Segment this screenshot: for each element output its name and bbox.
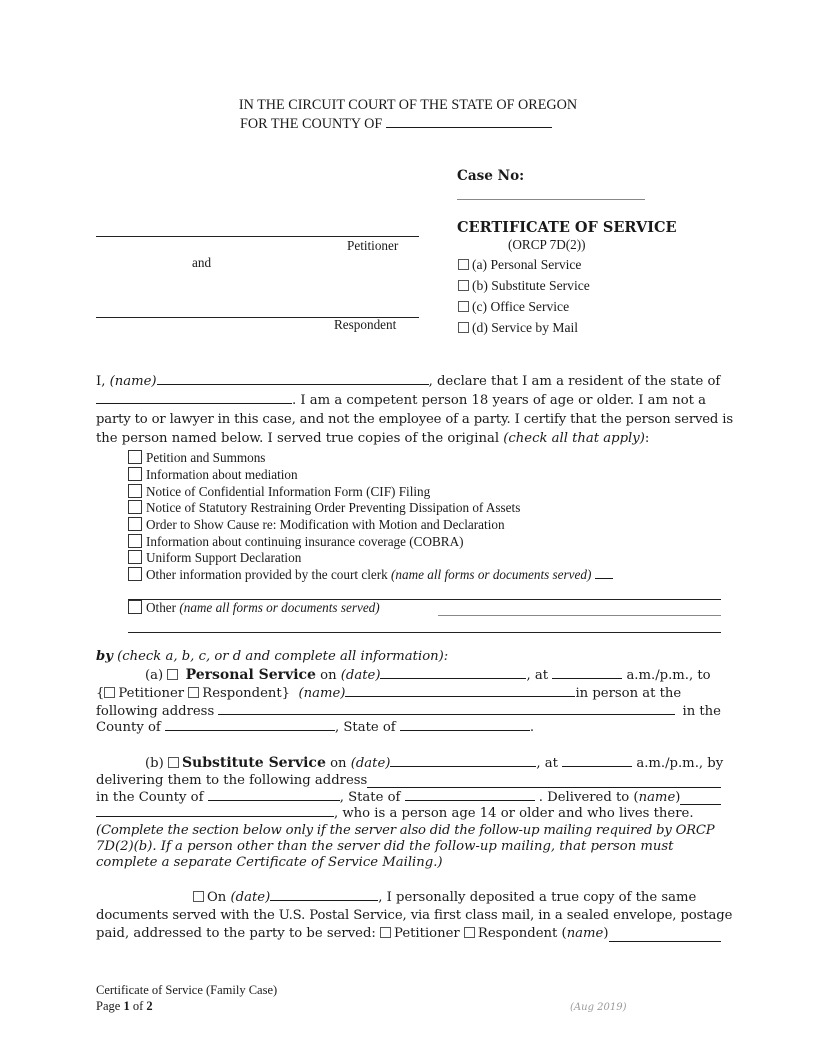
by-instruction: [96, 649, 721, 664]
text: on: [320, 668, 337, 683]
respondent-checkbox[interactable]: [188, 687, 199, 698]
substitute-service-address-field[interactable]: [367, 786, 721, 788]
mailing-date-field[interactable]: [270, 899, 378, 901]
text: Petitioner: [118, 686, 185, 701]
text: Respondent (: [477, 926, 567, 941]
text: , I personally deposited a true copy of the same: [378, 890, 697, 905]
text: Page: [96, 999, 121, 1013]
document-option-other[interactable]: [128, 600, 380, 616]
case-no-label: Case No:: [457, 168, 525, 184]
county-field[interactable]: [386, 126, 552, 128]
personal-service-checkbox[interactable]: [167, 669, 178, 680]
text: Respondent}: [202, 686, 291, 701]
personal-service-line-4: [96, 720, 721, 735]
document-option[interactable]: [128, 500, 520, 516]
document-hint: (name all forms or documents served): [391, 567, 592, 582]
date-hint: (date): [340, 668, 381, 683]
checkbox-icon[interactable]: [128, 534, 142, 548]
service-type-label: (b) Substitute Service: [472, 278, 590, 293]
follow-up-note-line-1: (Complete the section below only if the server also did the follow-up mailing required by ORCP: [96, 823, 715, 838]
by-label: by: [96, 649, 113, 664]
text: , declare that I am a resident of the state of: [428, 374, 721, 389]
personal-service-county-field[interactable]: [165, 729, 335, 731]
substitute-service-title: Substitute Service: [181, 755, 326, 771]
name-hint: name: [566, 926, 604, 941]
personal-service-line-3: [96, 704, 721, 719]
document-hint: (name all forms or documents served): [179, 600, 380, 615]
form-title: CERTIFICATE OF SERVICE: [457, 219, 677, 236]
personal-service-state-field[interactable]: [400, 729, 530, 731]
document-label: Notice of Statutory Restraining Order Preventing Dissipation of Assets: [146, 500, 521, 515]
other-clerk-field-start[interactable]: [595, 577, 613, 579]
checkbox-icon[interactable]: [128, 467, 142, 481]
court-title-line2: [240, 116, 552, 133]
name-hint: name: [638, 790, 676, 805]
by-hint: (check a, b, c, or d and complete all information):: [117, 649, 449, 664]
county-label: FOR THE COUNTY OF: [240, 116, 383, 132]
personal-service-line-2: [96, 686, 721, 701]
and-label: and: [192, 255, 212, 270]
document-option[interactable]: [128, 534, 464, 550]
checkbox-icon[interactable]: [128, 500, 142, 514]
delivered-to-field[interactable]: [96, 815, 334, 817]
document-label: Order to Show Cause re: Modification with Motion and Declaration: [146, 517, 505, 532]
text: :: [644, 431, 650, 446]
text: paid, addressed to the party to be served:: [96, 926, 376, 941]
mailing-respondent-checkbox[interactable]: [464, 927, 475, 938]
document-label: Uniform Support Declaration: [146, 550, 302, 565]
petitioner-checkbox[interactable]: [104, 687, 115, 698]
text: a.m./p.m., to: [626, 668, 711, 683]
declarant-name-field[interactable]: [157, 383, 429, 385]
petitioner-name-field[interactable]: [96, 236, 419, 237]
substitute-service-time-field[interactable]: [562, 765, 632, 767]
form-subtitle: (ORCP 7D(2)): [508, 237, 586, 252]
document-option[interactable]: [128, 450, 265, 466]
document-label: Other: [146, 600, 177, 615]
text: . Delivered to (: [538, 790, 639, 805]
mailing-checkbox[interactable]: [193, 891, 204, 902]
text: ): [603, 926, 609, 941]
substitute-service-state-field[interactable]: [405, 799, 535, 801]
follow-up-note-line-3: complete a separate Certificate of Service Mailing.): [96, 855, 443, 870]
name-hint: (name): [109, 374, 157, 389]
mailing-line-2: documents served with the U.S. Postal Service, via first class mail, in a sealed envelope, postage: [96, 908, 733, 923]
service-type-label: (a) Personal Service: [472, 257, 582, 272]
footer-page-number: [96, 999, 153, 1014]
document-option[interactable]: [128, 550, 301, 566]
respondent-label: Respondent: [334, 317, 397, 332]
checkbox-icon[interactable]: [128, 517, 142, 531]
mailing-name-field[interactable]: [609, 940, 721, 942]
page-current: 1: [123, 999, 130, 1013]
service-type-option[interactable]: [458, 299, 569, 315]
substitute-service-checkbox[interactable]: [168, 757, 179, 768]
substitute-service-line-3: [96, 790, 721, 805]
date-hint: (date): [350, 756, 391, 771]
text: , at: [536, 756, 558, 771]
substitute-service-line-4: [96, 806, 721, 821]
footer-revision: (Aug 2019): [570, 1002, 627, 1013]
document-label: Petition and Summons: [146, 450, 266, 465]
text: (a): [145, 668, 164, 683]
substitute-service-date-field[interactable]: [390, 765, 536, 767]
document-option[interactable]: [128, 517, 505, 533]
text: in person at the: [575, 686, 682, 701]
personal-service-time-field[interactable]: [552, 677, 622, 679]
document-label: Information about continuing insurance coverage (COBRA): [146, 534, 464, 549]
document-label: Information about mediation: [146, 467, 298, 482]
state-of-residence-field[interactable]: [96, 402, 292, 404]
name-hint: (name): [298, 686, 346, 701]
personal-service-address-field[interactable]: [218, 713, 675, 715]
petitioner-label: Petitioner: [347, 238, 399, 253]
checkbox-icon[interactable]: [128, 550, 142, 564]
substitute-service-county-field[interactable]: [208, 799, 340, 801]
service-type-option[interactable]: [458, 278, 590, 294]
substitute-service-line-1: [145, 755, 723, 771]
substitute-service-line-2: [96, 773, 721, 788]
hint: (check all that apply): [503, 431, 645, 446]
service-type-label: (c) Office Service: [472, 299, 570, 314]
document-label: Other information provided by the court clerk: [146, 567, 388, 582]
declaration-line-1: [96, 374, 721, 389]
text: ): [675, 790, 681, 805]
text: delivering them to the following address: [96, 773, 368, 788]
text: {: [96, 686, 105, 701]
checkbox-icon[interactable]: [458, 280, 469, 291]
text: , at: [526, 668, 549, 683]
checkbox-icon[interactable]: [128, 450, 142, 464]
text: County of: [96, 720, 161, 735]
document-option-other-clerk[interactable]: [128, 567, 613, 583]
declaration-line-4: [96, 431, 721, 446]
checkbox-icon[interactable]: [458, 259, 469, 270]
text: (b): [145, 756, 164, 771]
declaration-line-2: [96, 393, 721, 408]
service-type-option[interactable]: [458, 320, 578, 336]
text: a.m./p.m., by: [636, 756, 724, 771]
document-option[interactable]: [128, 467, 298, 483]
checkbox-icon[interactable]: [128, 567, 142, 581]
text: the person named below. I served true copies of the original: [96, 431, 500, 446]
service-type-option[interactable]: [458, 257, 581, 273]
checkbox-icon[interactable]: [458, 301, 469, 312]
text: , State of: [334, 720, 396, 735]
text: in the County of: [96, 790, 204, 805]
delivered-to-field-start[interactable]: [680, 803, 721, 805]
text: . I am a competent person 18 years of age or older. I am not a: [292, 393, 706, 408]
served-name-field[interactable]: [345, 695, 575, 697]
text: on: [330, 756, 347, 771]
text: Petitioner: [394, 926, 460, 941]
mailing-petitioner-checkbox[interactable]: [380, 927, 391, 938]
text: On: [207, 890, 227, 905]
date-hint: (date): [230, 890, 271, 905]
service-type-label: (d) Service by Mail: [472, 320, 579, 335]
declaration-line-3: party to or lawyer in this case, and not the employee of a party. I certify that the person served is: [96, 412, 733, 427]
personal-service-date-field[interactable]: [380, 677, 526, 679]
mailing-line-1: [193, 890, 696, 905]
text: of: [132, 999, 144, 1013]
document-label: Notice of Confidential Information Form (CIF) Filing: [146, 484, 431, 499]
checkbox-icon[interactable]: [128, 484, 142, 498]
follow-up-note-line-2: 7D(2)(b). If a person other than the server did the follow-up mailing, that person must: [96, 839, 674, 854]
document-option[interactable]: [128, 484, 430, 500]
text: following address: [96, 704, 215, 719]
case-no-field[interactable]: [457, 199, 645, 200]
court-title-text: IN THE CIRCUIT COURT OF THE STATE OF OREGON: [238, 97, 578, 113]
text: I,: [96, 374, 106, 389]
mailing-line-3: [96, 926, 721, 942]
other-docs-field[interactable]: [438, 615, 721, 616]
checkbox-icon[interactable]: [458, 322, 469, 333]
page-total: 2: [146, 999, 153, 1013]
personal-service-line-1: [145, 667, 711, 683]
text: in the: [682, 704, 721, 719]
court-title-line1: [0, 97, 816, 114]
personal-service-title: Personal Service: [185, 667, 316, 683]
checkbox-icon[interactable]: [128, 600, 142, 614]
text: , State of: [339, 790, 401, 805]
text: , who is a person age 14 or older and who lives there.: [334, 806, 694, 821]
other-docs-field-2[interactable]: [128, 632, 721, 633]
footer-form-name: Certificate of Service (Family Case): [96, 983, 278, 997]
text: .: [529, 720, 535, 735]
